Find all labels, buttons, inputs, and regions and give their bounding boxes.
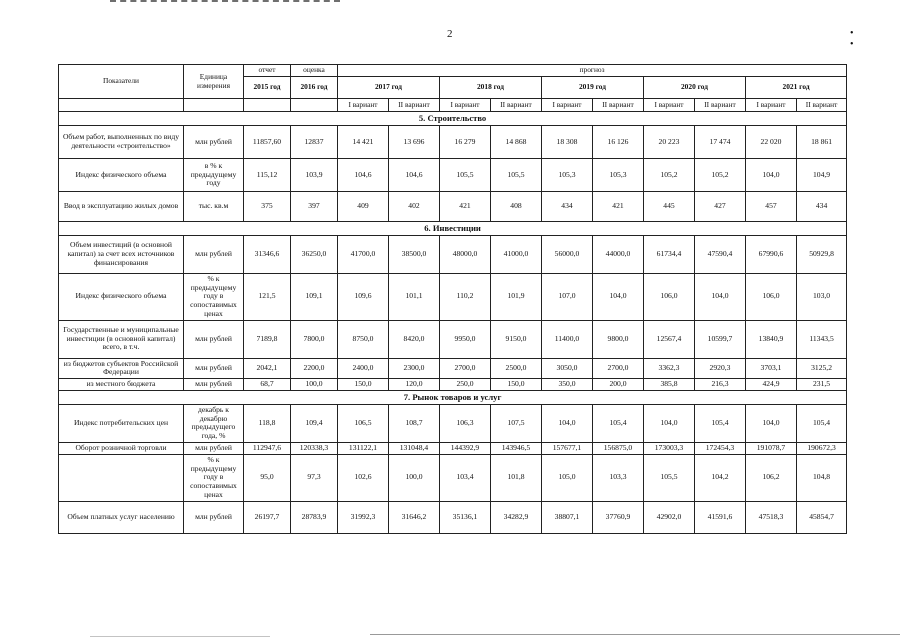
header-blank (59, 99, 184, 112)
value-cell: 350,0 (542, 379, 593, 391)
value-cell: 2920,3 (695, 358, 746, 378)
indicator-name: Ввод в эксплуатацию жилых домов (59, 192, 184, 222)
value-cell: 104,9 (797, 159, 847, 192)
section-title: 7. Рынок товаров и услуг (59, 391, 847, 405)
header-year-2017: 2017 год (338, 77, 440, 99)
value-cell: 105,5 (440, 159, 491, 192)
value-cell: 105,2 (644, 159, 695, 192)
indicator-name: из местного бюджета (59, 379, 184, 391)
unit-cell: тыс. кв.м (184, 192, 244, 222)
value-cell: 14 868 (491, 126, 542, 159)
value-cell: 14 421 (338, 126, 389, 159)
value-cell: 97,3 (291, 454, 338, 501)
value-cell: 2700,0 (440, 358, 491, 378)
value-cell: 105,2 (695, 159, 746, 192)
value-cell: 3125,2 (797, 358, 847, 378)
value-cell: 22 020 (746, 126, 797, 159)
value-cell: 2300,0 (389, 358, 440, 378)
value-cell: 157677,1 (542, 442, 593, 454)
value-cell: 103,9 (291, 159, 338, 192)
value-cell: 2200,0 (291, 358, 338, 378)
corner-marks: • • (850, 28, 872, 50)
value-cell: 13840,9 (746, 320, 797, 358)
value-cell: 105,4 (593, 405, 644, 443)
value-cell: 47518,3 (746, 501, 797, 533)
value-cell: 67990,6 (746, 236, 797, 274)
value-cell: 434 (797, 192, 847, 222)
header-year-2015: 2015 год (244, 77, 291, 99)
unit-cell: млн рублей (184, 358, 244, 378)
value-cell: 120,0 (389, 379, 440, 391)
unit-cell: млн рублей (184, 379, 244, 391)
value-cell: 104,0 (746, 405, 797, 443)
value-cell: 106,2 (746, 454, 797, 501)
value-cell: 8420,0 (389, 320, 440, 358)
value-cell: 190672,3 (797, 442, 847, 454)
header-year-2020: 2020 год (644, 77, 746, 99)
value-cell: 2500,0 (491, 358, 542, 378)
unit-cell: % к предыдущему году в сопоставимых ценах (184, 274, 244, 321)
value-cell: 56000,0 (542, 236, 593, 274)
value-cell: 143946,5 (491, 442, 542, 454)
value-cell: 421 (593, 192, 644, 222)
value-cell: 150,0 (338, 379, 389, 391)
header-variant-1: I вариант (644, 99, 695, 112)
value-cell: 26197,7 (244, 501, 291, 533)
scan-artifact-bottom (370, 634, 900, 636)
header-blank (291, 99, 338, 112)
value-cell: 131122,1 (338, 442, 389, 454)
value-cell: 104,0 (746, 159, 797, 192)
value-cell: 28783,9 (291, 501, 338, 533)
value-cell: 421 (440, 192, 491, 222)
value-cell: 9800,0 (593, 320, 644, 358)
value-cell: 104,0 (644, 405, 695, 443)
value-cell: 109,1 (291, 274, 338, 321)
value-cell: 445 (644, 192, 695, 222)
value-cell: 424,9 (746, 379, 797, 391)
value-cell: 457 (746, 192, 797, 222)
value-cell: 11857,60 (244, 126, 291, 159)
header-variant-2: II вариант (491, 99, 542, 112)
value-cell: 104,8 (797, 454, 847, 501)
value-cell: 115,12 (244, 159, 291, 192)
value-cell: 105,4 (695, 405, 746, 443)
indicator-name: Оборот розничной торговли (59, 442, 184, 454)
value-cell: 150,0 (491, 379, 542, 391)
scan-artifact-top (110, 0, 340, 4)
table-row (59, 405, 847, 443)
value-cell: 104,0 (695, 274, 746, 321)
value-cell: 106,5 (338, 405, 389, 443)
value-cell: 20 223 (644, 126, 695, 159)
value-cell: 7800,0 (291, 320, 338, 358)
value-cell: 173003,3 (644, 442, 695, 454)
value-cell: 375 (244, 192, 291, 222)
unit-cell: % к предыдущему году в сопоставимых ценах (184, 454, 244, 501)
value-cell: 200,0 (593, 379, 644, 391)
value-cell: 41000,0 (491, 236, 542, 274)
table-row (59, 236, 847, 274)
value-cell: 42902,0 (644, 501, 695, 533)
value-cell: 100,0 (291, 379, 338, 391)
indicator-name: Индекс потребительских цен (59, 405, 184, 443)
value-cell: 105,5 (644, 454, 695, 501)
unit-cell: млн рублей (184, 501, 244, 533)
value-cell: 110,2 (440, 274, 491, 321)
value-cell: 409 (338, 192, 389, 222)
value-cell: 105,0 (542, 454, 593, 501)
indicator-name: Индекс физического объема (59, 159, 184, 192)
value-cell: 2400,0 (338, 358, 389, 378)
value-cell: 103,3 (593, 454, 644, 501)
value-cell: 397 (291, 192, 338, 222)
value-cell: 50929,8 (797, 236, 847, 274)
unit-cell: млн рублей (184, 320, 244, 358)
value-cell: 3050,0 (542, 358, 593, 378)
value-cell: 106,0 (644, 274, 695, 321)
value-cell: 31992,3 (338, 501, 389, 533)
unit-cell: млн рублей (184, 442, 244, 454)
value-cell: 102,6 (338, 454, 389, 501)
section-title: 6. Инвестиции (59, 222, 847, 236)
value-cell: 31346,6 (244, 236, 291, 274)
header-variant-2: II вариант (593, 99, 644, 112)
header-estimate: оценка (291, 65, 338, 77)
value-cell: 16 279 (440, 126, 491, 159)
value-cell: 36250,0 (291, 236, 338, 274)
value-cell: 120338,3 (291, 442, 338, 454)
value-cell: 16 126 (593, 126, 644, 159)
value-cell: 47590,4 (695, 236, 746, 274)
table-row (59, 274, 847, 321)
header-variant-2: II вариант (389, 99, 440, 112)
indicator-name: Объем инвестиций (в основной капитал) за счет всех источников финансирования (59, 236, 184, 274)
indicator-name: Объем платных услуг населению (59, 501, 184, 533)
value-cell: 105,5 (491, 159, 542, 192)
table-row (59, 442, 847, 454)
value-cell: 402 (389, 192, 440, 222)
value-cell: 41591,6 (695, 501, 746, 533)
indicator-name: Индекс физического объема (59, 274, 184, 321)
header-year-2019: 2019 год (542, 77, 644, 99)
value-cell: 11343,5 (797, 320, 847, 358)
header-variant-1: I вариант (746, 99, 797, 112)
value-cell: 250,0 (440, 379, 491, 391)
unit-cell: декабрь к декабрю предыдущего года, % (184, 405, 244, 443)
value-cell: 17 474 (695, 126, 746, 159)
table-row (59, 159, 847, 192)
value-cell: 37760,9 (593, 501, 644, 533)
value-cell: 9150,0 (491, 320, 542, 358)
table-row (59, 358, 847, 378)
value-cell: 38807,1 (542, 501, 593, 533)
value-cell: 2700,0 (593, 358, 644, 378)
scan-artifact-bottom-left (90, 636, 270, 638)
value-cell: 172454,3 (695, 442, 746, 454)
value-cell: 18 861 (797, 126, 847, 159)
value-cell: 8750,0 (338, 320, 389, 358)
value-cell: 48000,0 (440, 236, 491, 274)
value-cell: 13 696 (389, 126, 440, 159)
value-cell: 109,4 (291, 405, 338, 443)
header-variant-2: II вариант (797, 99, 847, 112)
value-cell: 44000,0 (593, 236, 644, 274)
table-row (59, 379, 847, 391)
value-cell: 3362,3 (644, 358, 695, 378)
value-cell: 408 (491, 192, 542, 222)
value-cell: 12567,4 (644, 320, 695, 358)
forecast-table (58, 64, 847, 534)
value-cell: 38500,0 (389, 236, 440, 274)
value-cell: 101,9 (491, 274, 542, 321)
unit-cell: в % к предыдущему году (184, 159, 244, 192)
value-cell: 12837 (291, 126, 338, 159)
value-cell: 121,5 (244, 274, 291, 321)
table-row (59, 454, 847, 501)
value-cell: 118,8 (244, 405, 291, 443)
value-cell: 2042,1 (244, 358, 291, 378)
header-blank (244, 99, 291, 112)
value-cell: 107,5 (491, 405, 542, 443)
value-cell: 427 (695, 192, 746, 222)
header-forecast: прогноз (338, 65, 847, 77)
table-row (59, 192, 847, 222)
value-cell: 9950,0 (440, 320, 491, 358)
value-cell: 3703,1 (746, 358, 797, 378)
value-cell: 156875,0 (593, 442, 644, 454)
value-cell: 131048,4 (389, 442, 440, 454)
table-row (59, 126, 847, 159)
value-cell: 104,0 (593, 274, 644, 321)
value-cell: 107,0 (542, 274, 593, 321)
unit-cell: млн рублей (184, 126, 244, 159)
header-variant-1: I вариант (338, 99, 389, 112)
value-cell: 434 (542, 192, 593, 222)
value-cell: 101,8 (491, 454, 542, 501)
header-year-2021: 2021 год (746, 77, 847, 99)
value-cell: 191078,7 (746, 442, 797, 454)
value-cell: 61734,4 (644, 236, 695, 274)
table-row (59, 501, 847, 533)
value-cell: 11400,0 (542, 320, 593, 358)
value-cell: 104,2 (695, 454, 746, 501)
header-variant-1: I вариант (542, 99, 593, 112)
indicator-name (59, 454, 184, 501)
header-indicators: Показатели (59, 65, 184, 99)
header-variant-2: II вариант (695, 99, 746, 112)
value-cell: 34282,9 (491, 501, 542, 533)
value-cell: 35136,1 (440, 501, 491, 533)
value-cell: 18 308 (542, 126, 593, 159)
value-cell: 68,7 (244, 379, 291, 391)
indicator-name: Государственные и муниципальные инвестиции (в основной капитал) всего, в т.ч. (59, 320, 184, 358)
value-cell: 105,3 (593, 159, 644, 192)
value-cell: 144392,9 (440, 442, 491, 454)
value-cell: 216,3 (695, 379, 746, 391)
value-cell: 106,0 (746, 274, 797, 321)
value-cell: 95,0 (244, 454, 291, 501)
value-cell: 385,8 (644, 379, 695, 391)
header-blank (184, 99, 244, 112)
value-cell: 104,0 (542, 405, 593, 443)
header-report: отчет (244, 65, 291, 77)
value-cell: 100,0 (389, 454, 440, 501)
header-variant-1: I вариант (440, 99, 491, 112)
value-cell: 105,4 (797, 405, 847, 443)
indicator-name: из бюджетов субъектов Российской Федерации (59, 358, 184, 378)
table-row (59, 320, 847, 358)
value-cell: 112947,6 (244, 442, 291, 454)
value-cell: 10599,7 (695, 320, 746, 358)
header-year-2018: 2018 год (440, 77, 542, 99)
value-cell: 105,3 (542, 159, 593, 192)
page-number: 2 (447, 28, 453, 40)
unit-cell: млн рублей (184, 236, 244, 274)
value-cell: 231,5 (797, 379, 847, 391)
header-unit: Единица измерения (184, 65, 244, 99)
value-cell: 108,7 (389, 405, 440, 443)
value-cell: 104,6 (338, 159, 389, 192)
value-cell: 45854,7 (797, 501, 847, 533)
value-cell: 109,6 (338, 274, 389, 321)
value-cell: 103,4 (440, 454, 491, 501)
value-cell: 101,1 (389, 274, 440, 321)
value-cell: 104,6 (389, 159, 440, 192)
value-cell: 31646,2 (389, 501, 440, 533)
value-cell: 41700,0 (338, 236, 389, 274)
value-cell: 103,0 (797, 274, 847, 321)
section-title: 5. Строительство (59, 112, 847, 126)
indicator-name: Объем работ, выполненных по виду деятельности «строительство» (59, 126, 184, 159)
value-cell: 106,3 (440, 405, 491, 443)
value-cell: 7189,8 (244, 320, 291, 358)
header-year-2016: 2016 год (291, 77, 338, 99)
